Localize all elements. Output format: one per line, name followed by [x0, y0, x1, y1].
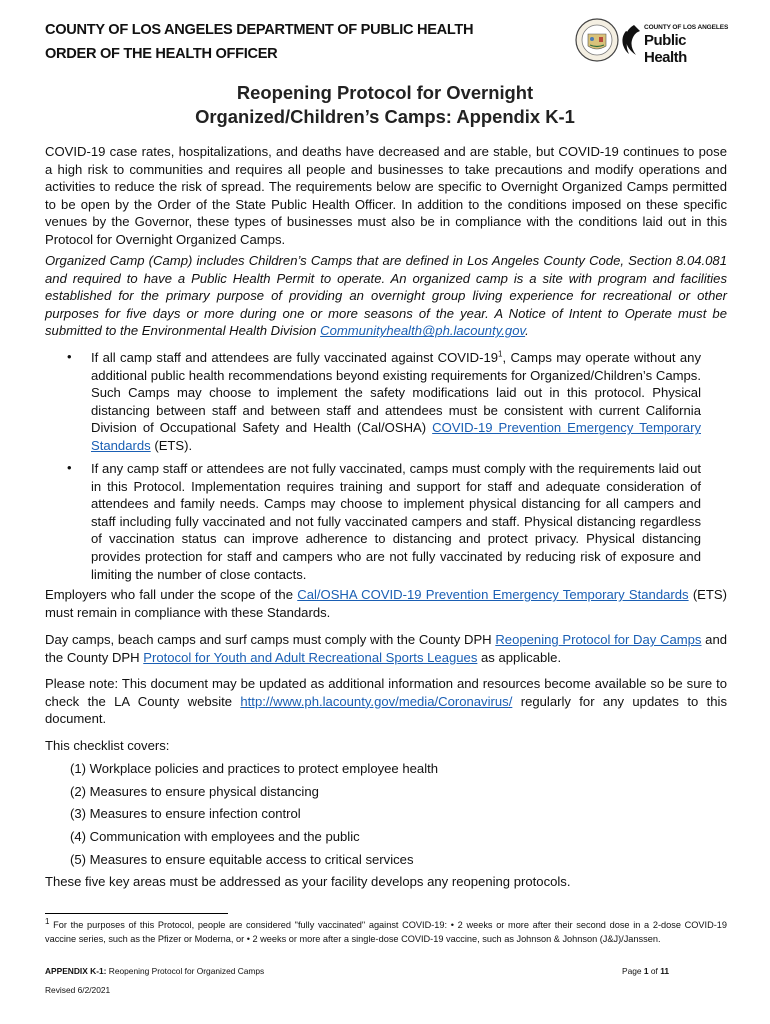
note-text-a: Please note: This document may be updated as additional information and resources become available so be sure to check the LA County website: [45, 676, 727, 709]
bullet-1-text-c: (ETS).: [150, 437, 193, 453]
definition-end: .: [525, 323, 529, 339]
checklist-item: (5) Measures to ensure equitable access to critical services: [70, 852, 414, 867]
page-title-line-1: Reopening Protocol for Overnight: [236, 82, 534, 103]
county-seal-icon: [575, 18, 619, 62]
note-paragraph: [45, 675, 727, 728]
employers-text-a: Employers who fall under the scope of the: [45, 587, 298, 602]
footer-page-number: [622, 966, 669, 976]
page-current: 1: [643, 966, 649, 976]
day-camps-protocol-link[interactable]: Reopening Protocol for Day Camps: [495, 632, 702, 647]
department-header: [45, 18, 473, 66]
public-health-logo: [620, 20, 730, 66]
sports-leagues-protocol-link[interactable]: Protocol for Youth and Adult Recreational Sports Leagues: [143, 649, 478, 665]
checklist-intro: This checklist covers:: [45, 738, 170, 753]
bullet-1-text-b: , Camps may operate without any additional public health recommendations beyond existing requirements for Organized/Children’s Camps. Such Camps may choose to implement the safety modifications laid out in this protocol. Physical distancing between staff and between staff and attendees must be consistent with current California Division of Occupational Safety and Health (Cal/OSHA): [91, 350, 701, 436]
day-camps-text-a: Day camps, beach camps and surf camps must comply with the County DPH: [45, 632, 496, 647]
bullet-vaccinated: [91, 349, 701, 455]
cal-osha-ets-link-2[interactable]: Cal/OSHA COVID-19 Prevention Emergency Temporary Standards: [297, 587, 689, 602]
bullet-icon: •: [67, 460, 72, 475]
bullet-1-text-a: If all camp staff and attendees are fully vaccinated against COVID-19: [91, 350, 499, 365]
footer-revised: Revised 6/2/2021: [45, 985, 111, 995]
footnote-divider: [45, 913, 228, 914]
checklist-closing: These five key areas must be addressed as your facility develops any reopening protocols.: [45, 874, 571, 889]
checklist-item: (2) Measures to ensure physical distancing: [70, 784, 319, 799]
page-of: of: [648, 966, 661, 976]
definition-text: Organized Camp (Camp) includes Children’s Camps that are defined in Los Angeles County Code, Section 8.04.081 and required to have a Public Health Permit to operate. An organized camp is a site with program and facilities established for the primary purpose of providing an overnight group living experience for recreational or other purposes for five days or more during one or more seasons of the year. A Notice of Intent to Operate must be submitted to the Environmental Health Division: [45, 253, 727, 339]
day-camps-paragraph: [45, 631, 727, 666]
footnote-text: For the purposes of this Protocol, people are considered "fully vaccinated" against COVID-19: • 2 weeks or more after their second dose in a 2-dose COVID-19 vaccine series, such as the Pfizer or Moderna, or • 2 weeks or more after a single-dose COVID-19 vaccine, such as Johnson & Johnson (J&J)/Janssen.: [45, 920, 727, 944]
footnote-ref-1: 1: [498, 349, 503, 359]
definition-paragraph: [45, 252, 727, 340]
note-text-b: regularly for any updates to this document.: [45, 693, 727, 727]
bullet-not-vaccinated: If any camp staff or attendees are not fully vaccinated, camps must comply with the requirements laid out in this Protocol. Implementation requires training and support for staff and adequate consideration of attendees and family needs. Camps may choose to implement physical distancing for all campers and staff including fully vaccinated and not fully vaccinated campers and staff. Physical distancing regardless of vaccination status can improve adherence to distancing and protect privacy. Physical distancing provides protection for staff and campers who are not fully vaccinated by reducing risk of exposure and limiting the number of close contacts.: [91, 461, 701, 582]
la-county-website-link[interactable]: http://www.ph.lacounty.gov/media/Coronavirus/: [240, 693, 513, 709]
day-camps-text-b: and the County DPH: [45, 632, 728, 665]
environmental-health-email-link[interactable]: Communityhealth@ph.lacounty.gov: [320, 323, 526, 339]
header-line-2: ORDER OF THE HEALTH OFFICER: [45, 46, 278, 62]
footer-document-name: [45, 966, 264, 976]
cal-osha-ets-link-1[interactable]: COVID-19 Prevention Emergency Temporary Standards: [91, 420, 701, 453]
employers-paragraph: [45, 586, 727, 621]
employers-text-b: (ETS) must remain in compliance with these Standards.: [45, 587, 728, 620]
page-title-line-2: Organized/Children’s Camps: Appendix K-1: [195, 106, 575, 127]
checklist-item: (4) Communication with employees and the public: [70, 829, 360, 844]
page-prefix: Page: [622, 966, 644, 976]
logo-county-text: COUNTY OF LOS ANGELES: [644, 24, 729, 31]
checklist-item: (1) Workplace policies and practices to protect employee health: [70, 761, 439, 776]
intro-paragraph: COVID-19 case rates, hospitalizations, and deaths have decreased and are stable, but COVID-19 continues to pose a high risk to communities and requires all people and businesses to take precautions and modify operations and activities to reduce the risk of spread. The requirements below are specific to Overnight Organized Camps permitted to be open by the Order of the State Public Health Officer. In addition to the conditions imposed on these specific venues by the Governor, these types of businesses must also be in compliance with the conditions laid out in this Protocol for Overnight Organized Camps.: [45, 144, 727, 247]
header-line-1: COUNTY OF LOS ANGELES DEPARTMENT OF PUBLIC HEALTH: [45, 22, 474, 38]
page-total: 11: [660, 966, 670, 976]
footer-doc-title: Reopening Protocol for Organized Camps: [106, 966, 265, 976]
footnote-number: 1: [45, 916, 50, 926]
footnote: [45, 918, 727, 946]
bullet-icon: •: [67, 349, 72, 364]
day-camps-text-c: as applicable.: [477, 649, 562, 665]
footer-appendix-label: APPENDIX K-1:: [45, 966, 107, 976]
public-health-emblem-icon: [620, 23, 642, 57]
checklist-item: (3) Measures to ensure infection control: [70, 806, 301, 821]
logo-public-health-text: Public Health: [644, 32, 687, 66]
